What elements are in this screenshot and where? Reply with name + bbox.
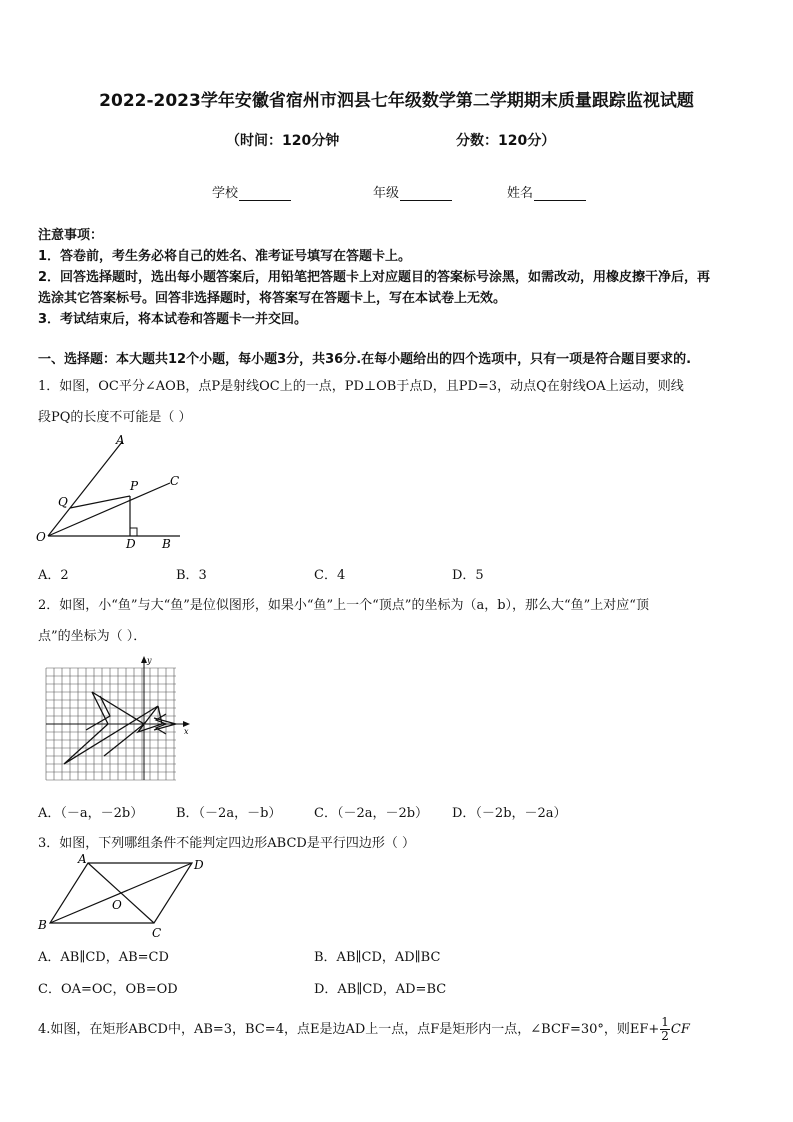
q2-grid-figure [40, 652, 200, 787]
q4-stem-tail: CF [670, 1022, 690, 1037]
section-heading: 一、选择题：本大题共12个小题，每小题3分，共36分.在每小题给出的四个选项中，只有一项是符合题目要求的. [38, 352, 692, 367]
label-Q: Q [58, 495, 68, 509]
diagonal-BD [50, 863, 192, 923]
q1-option-d: D．5 [452, 568, 484, 583]
q3-figure [32, 853, 212, 941]
q3-option-b: B．AB∥CD，AD∥BC [314, 950, 441, 965]
x-axis-label: x [184, 727, 189, 736]
big-fish [64, 692, 162, 764]
ray-OC [48, 483, 170, 536]
label-C: C [152, 926, 162, 940]
q1-figure [30, 430, 200, 555]
exam-time: （时间：120分钟 [226, 133, 340, 149]
q3-option-c: C．OA=OC，OB=OD [38, 982, 178, 997]
q1-stem-line2: 段PQ的长度不可能是（ ） [38, 410, 192, 425]
notice-item: 选涂其它答案标号。回答非选择题时，将答案写在答题卡上，写在本试卷上无效。 [38, 291, 507, 306]
label-O: O [112, 898, 122, 912]
notice-heading: 注意事项： [38, 228, 104, 243]
label-A: A [78, 853, 87, 866]
y-axis-label: y [147, 656, 152, 665]
q4-fraction [660, 1016, 670, 1043]
exam-score: 分数：120分） [456, 133, 556, 149]
school-field [212, 182, 291, 201]
name-label: 姓名 [507, 186, 534, 201]
q4-stem [38, 1016, 690, 1043]
q2-option-a: A．（－a，－2b） [38, 806, 144, 821]
grade-label: 年级 [373, 186, 400, 201]
label-O: O [36, 530, 46, 544]
label-D: D [126, 537, 136, 551]
label-C: C [170, 474, 180, 488]
q2-stem-line1: 2．如图，小“鱼”与大“鱼”是位似图形，如果小“鱼”上一个“顶点”的坐标为（a，b），那么大“鱼”上对应“顶 [38, 598, 649, 613]
q3-option-d: D．AB∥CD，AD=BC [314, 982, 447, 997]
q2-stem-line2: 点”的坐标为（ ）． [38, 629, 147, 644]
q2-option-b: B．（－2a，－b） [176, 806, 282, 821]
school-label: 学校 [212, 186, 239, 201]
label-P: P [130, 479, 139, 493]
school-blank [239, 187, 291, 201]
right-angle-mark [130, 528, 137, 536]
grade-blank [400, 187, 452, 201]
ray-OA [48, 442, 122, 536]
fraction-denominator: 2 [661, 1029, 669, 1043]
exam-title: 2022-2023学年安徽省宿州市泗县七年级数学第二学期期末质量跟踪监视试题 [99, 91, 694, 111]
q1-option-a: A．2 [38, 568, 69, 583]
q2-option-d: D．（－2b，－2a） [452, 806, 567, 821]
q3-option-a: A．AB∥CD，AB=CD [38, 950, 169, 965]
fraction-numerator: 1 [661, 1015, 669, 1029]
q2-option-c: C．（－2a，－2b） [314, 806, 429, 821]
label-B: B [162, 537, 171, 551]
name-field [507, 182, 586, 201]
segment-PQ [70, 496, 130, 508]
grade-field [373, 182, 452, 201]
notice-item: 2．回答选择题时，选出每小题答案后，用铅笔把答题卡上对应题目的答案标号涂黑，如需改动，用橡皮擦干净后，再 [38, 270, 711, 285]
label-A: A [116, 433, 125, 447]
q3-stem: 3．如图，下列哪组条件不能判定四边形ABCD是平行四边形（ ） [38, 836, 415, 851]
label-B: B [38, 918, 47, 932]
q1-option-c: C．4 [314, 568, 346, 583]
notice-item: 3．考试结束后，将本试卷和答题卡一并交回。 [38, 312, 308, 327]
label-D: D [194, 858, 204, 872]
q1-option-b: B．3 [176, 568, 207, 583]
notice-item: 1．答卷前，考生务必将自己的姓名、准考证号填写在答题卡上。 [38, 249, 412, 264]
q1-stem-line1: 1．如图，OC平分∠AOB，点P是射线OC上的一点，PD⊥OB于点D，且PD=3，动点Q在射线OA上运动，则线 [38, 379, 684, 394]
q4-stem-text: 4.如图，在矩形ABCD中，AB=3，BC=4，点E是边AD上一点，点F是矩形内一点，∠BCF=30°，则EF+ [38, 1022, 660, 1037]
name-blank [534, 187, 586, 201]
